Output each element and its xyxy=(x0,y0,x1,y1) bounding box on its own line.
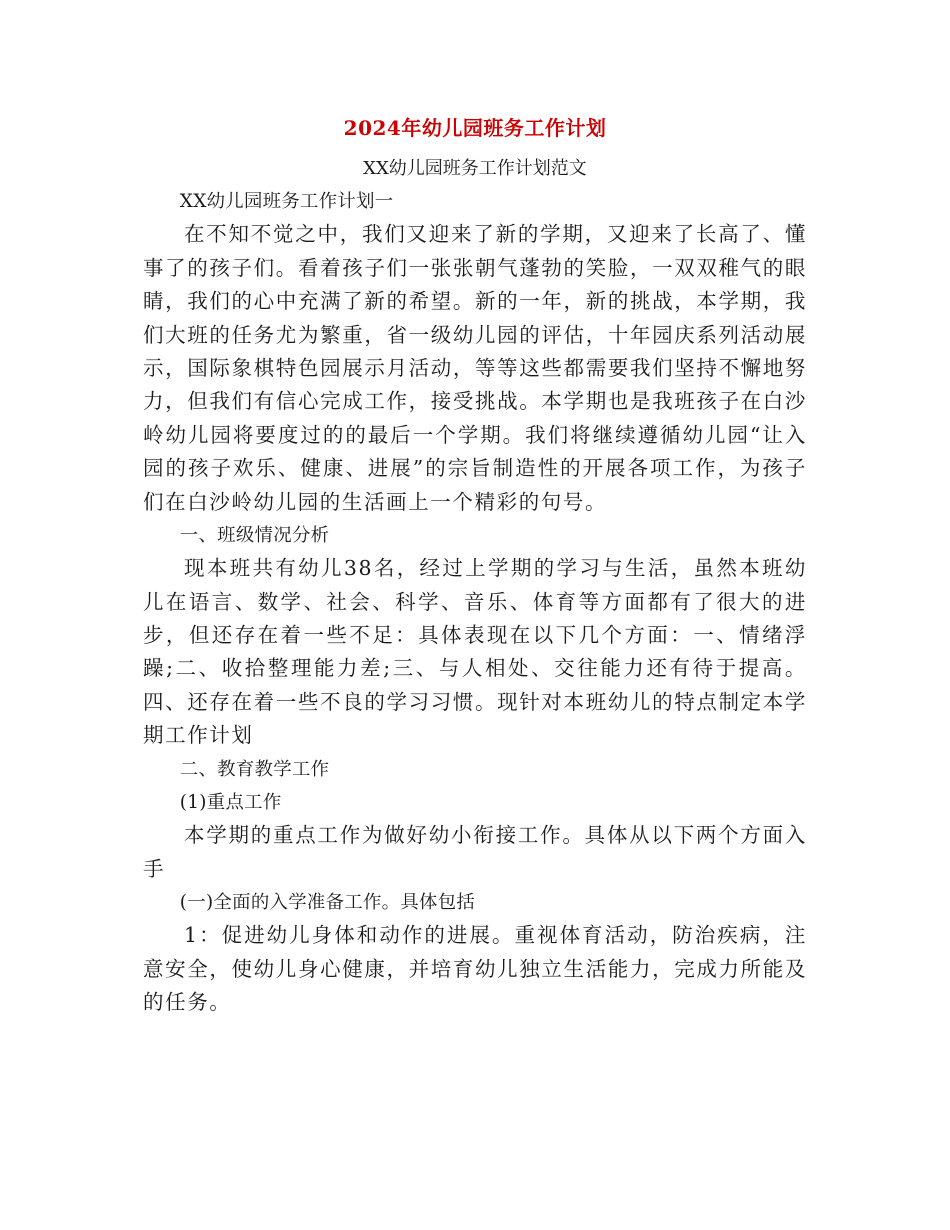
document-title: 2024年幼儿园班务工作计划 xyxy=(343,116,607,140)
paragraph: 1：促进幼儿身体和动作的进展。重视体育活动，防治疾病，注意安全，使幼儿身心健康，并培育幼儿独立生活能力，完成力所能及的任务。 xyxy=(143,923,807,1015)
section-heading: 一、班级情况分析 xyxy=(179,524,330,546)
section-heading: 二、教育教学工作 xyxy=(179,758,330,780)
document-subtitle: XX幼儿园班务工作计划范文 xyxy=(363,158,587,179)
section-heading: (1)重点工作 xyxy=(179,791,282,813)
section-heading: XX幼儿园班务工作计划一 xyxy=(179,191,394,212)
document-body xyxy=(143,108,807,1020)
paragraph: 现本班共有幼儿38名，经过上学期的学习与生活，虽然本班幼儿在语言、数学、社会、科学、音乐、体育等方面都有了很大的进步，但还存在着一些不足：具体表现在以下几个方面：一、情绪浮躁;二、收拾整理能力差;三、与人相处、交往能力还有待于提高。四、还存在着一些不良的学习习惯。现针对本班幼儿的特点制定本学期工作计划 xyxy=(143,556,807,748)
paragraph: 在不知不觉之中，我们又迎来了新的学期，又迎来了长高了、懂事了的孩子们。看着孩子们一张张朝气蓬勃的笑脸，一双双稚气的眼睛，我们的心中充满了新的希望。新的一年，新的挑战，本学期，我们大班的任务尤为繁重，省一级幼儿园的评估，十年园庆系列活动展示，国际象棋特色园展示月活动，等等这些都需要我们坚持不懈地努力，但我们有信心完成工作，接受挑战。本学期也是我班孩子在白沙岭幼儿园将要度过的的最后一个学期。我们将继续遵循幼儿园“让入园的孩子欢乐、健康、进展”的宗旨制造性的开展各项工作，为孩子们在白沙岭幼儿园的生活画上一个精彩的句号。 xyxy=(143,222,807,514)
paragraph: 本学期的重点工作为做好幼小衔接工作。具体从以下两个方面入手 xyxy=(143,823,807,881)
section-heading: (一)全面的入学准备工作。具体包括 xyxy=(179,892,476,914)
